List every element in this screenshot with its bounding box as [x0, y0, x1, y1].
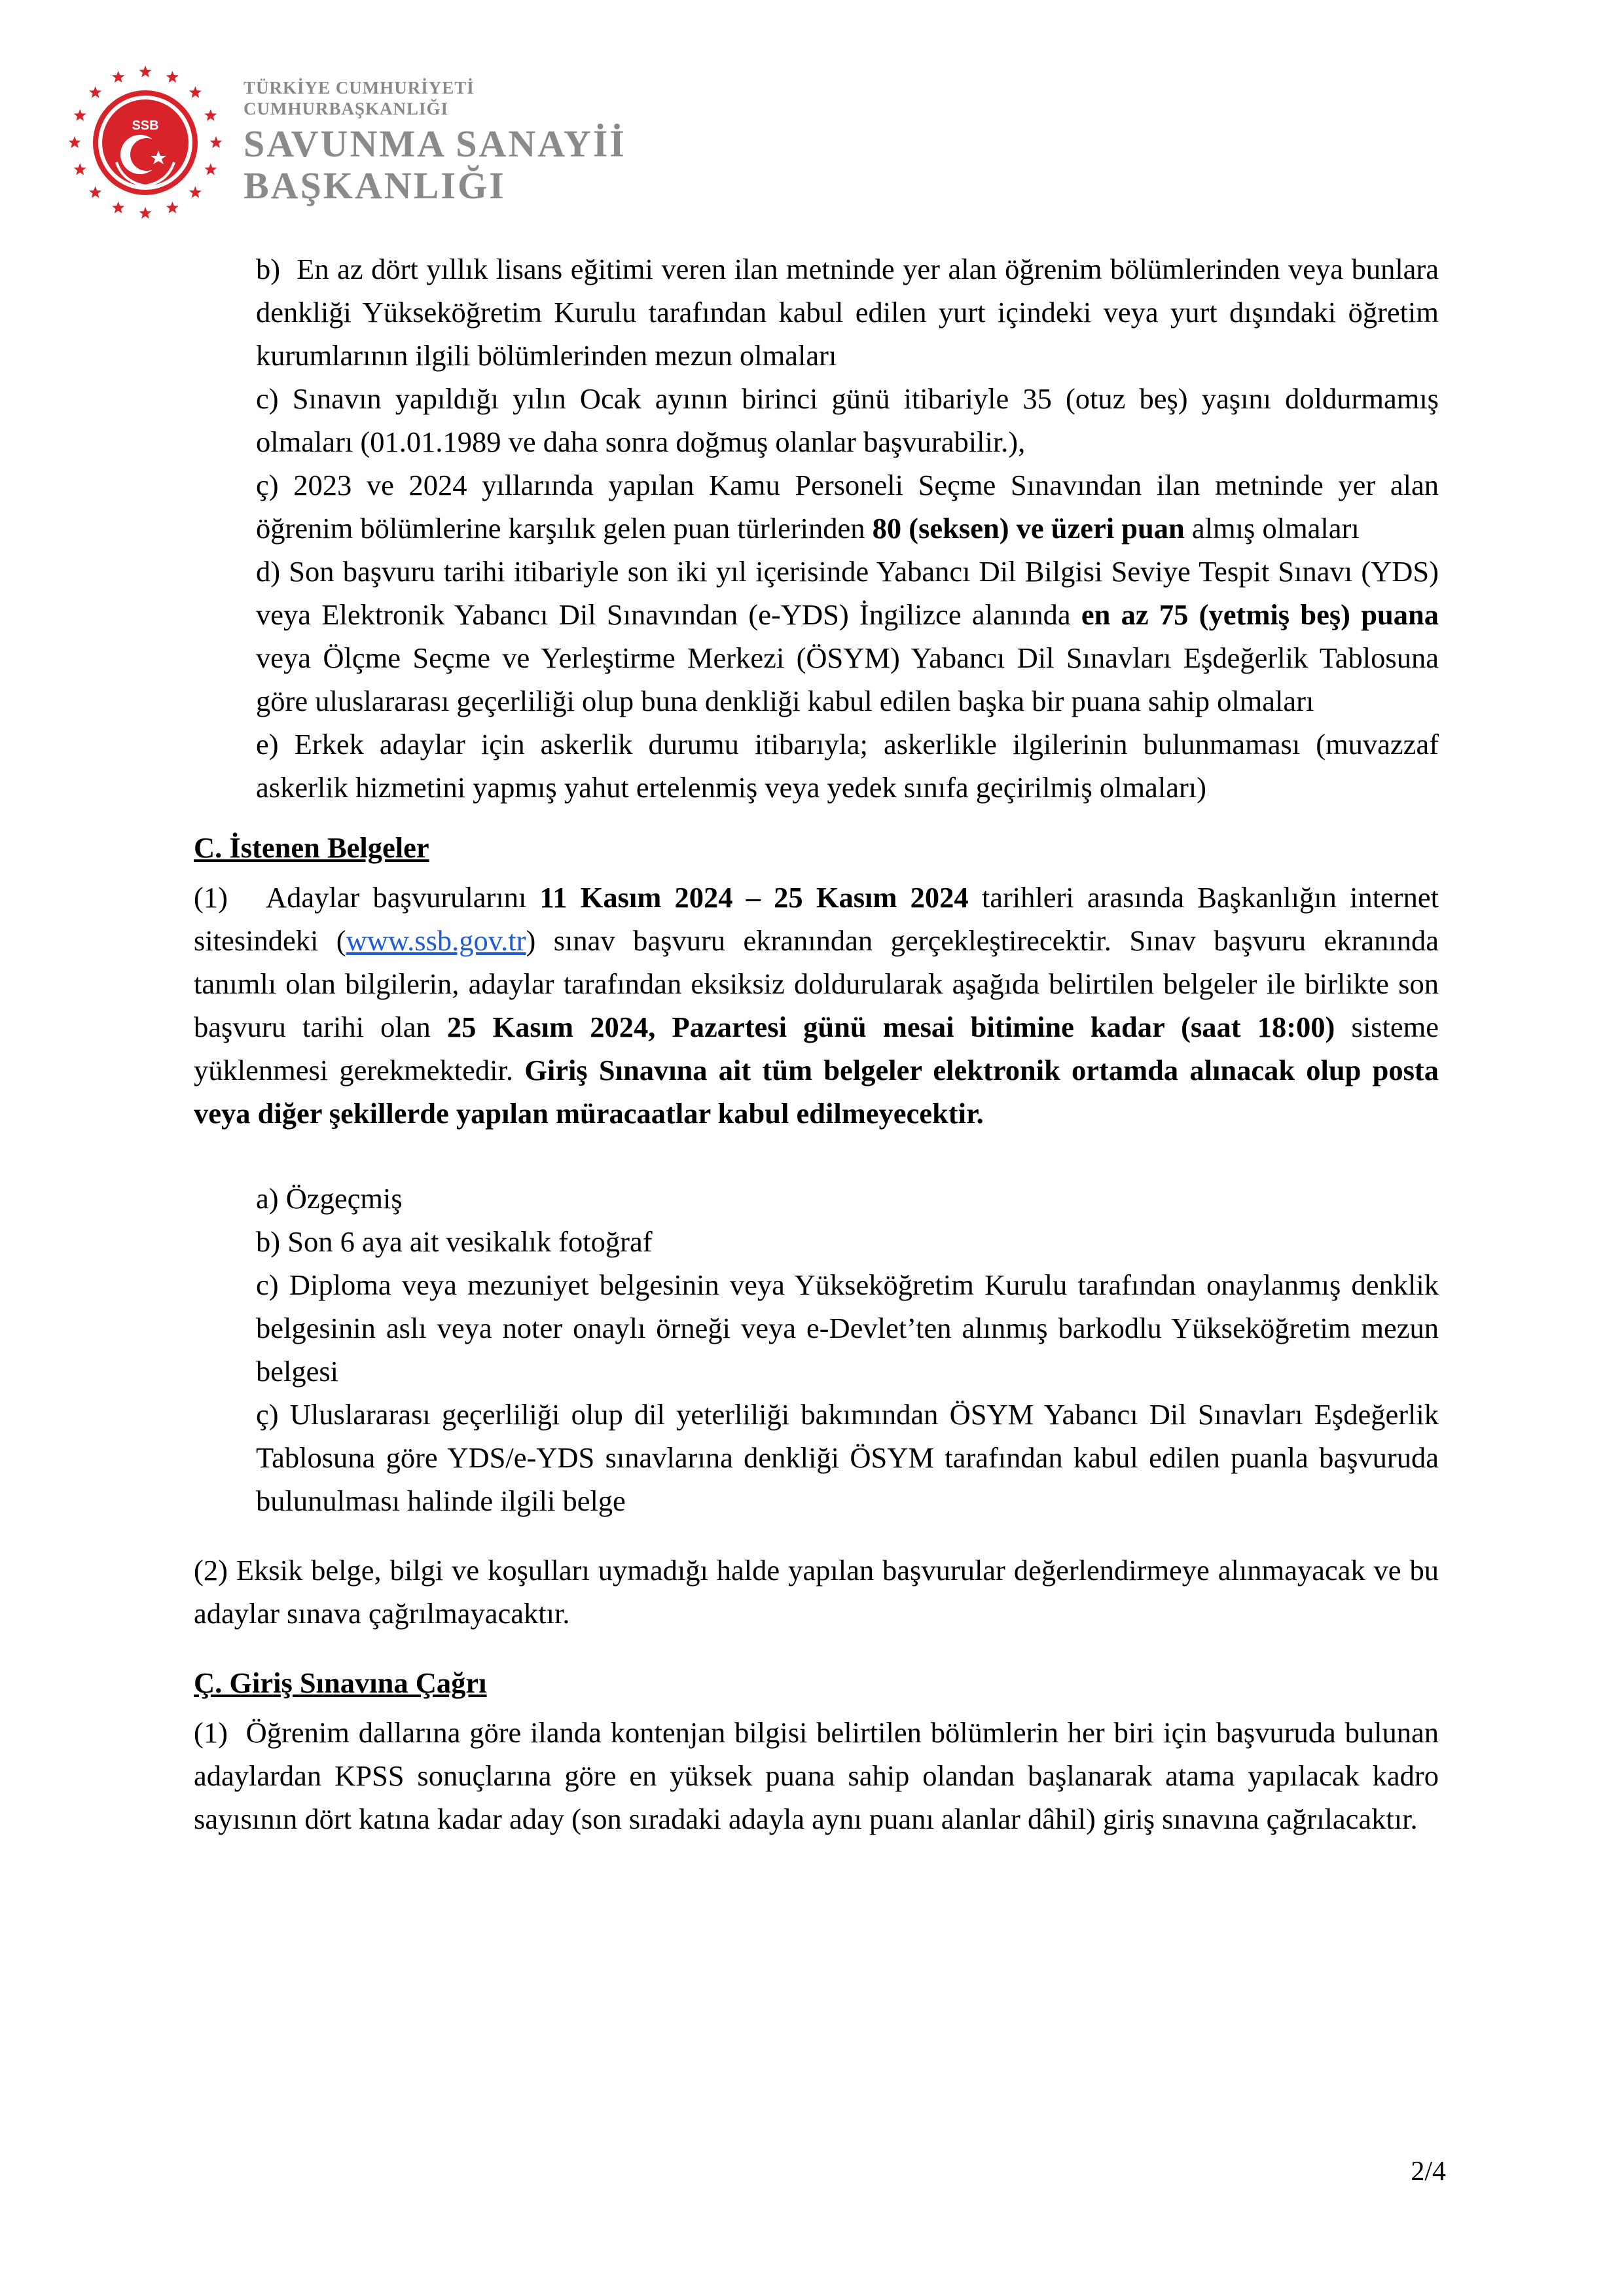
item-c: c) Sınavın yapıldığı yılın Ocak ayının birinci günü itibariyle 35 (otuz beş) yaşını doldurmamış olmaları (01.01.1989 ve daha sonra doğmuş olanlar başvurabilir.), — [256, 382, 1439, 458]
emblem-star-icon — [74, 163, 86, 175]
document-item-cc: ç) Uluslararası geçerliliği olup dil yeterliliği bakımından ÖSYM Yabancı Dil Sınavları Eşdeğerlik Tablosuna göre YDS/e-YDS sınavlarına denkliği ÖSYM tarafından kabul edilen puanla başvuruda bulunulması halinde ilgili belge — [256, 1398, 1439, 1517]
emblem-star-icon — [204, 109, 217, 121]
logo-line-1: TÜRKİYE CUMHURİYETİ — [244, 78, 475, 98]
emblem-star-icon — [139, 207, 152, 219]
emblem-star-icon — [166, 71, 179, 82]
emblem-star-icon — [189, 86, 202, 98]
section-c-paragraph-1: (1) Adaylar başvurularını 11 Kasım 2024 – 25 Kasım 2024 tarihleri arasında Başkanlığın internet sitesindeki (www.ssb.gov.tr) sınav başvuru ekranından gerçekleştirecektir. Sınav başvuru ekranında tanımlı olan bilgilerin, adaylar tarafından eksiksiz doldurularak aşağıda belirtilen belgeler ile birlikte son başvuru tarihi olan 25 Kasım 2024, Pazartesi günü mesai bitimine kadar (saat 18:00) sisteme yüklenmesi gerekmektedir. Giriş Sınavına ait tüm belgeler elektronik ortamda alınacak olup posta veya diğer şekillerde yapılan müracaatlar kabul edilmeyecektir. — [194, 881, 1439, 1130]
document-item-c: c) Diploma veya mezuniyet belgesinin veya Yükseköğretim Kurulu tarafından onaylanmış denklik belgesinin aslı veya noter onaylı örneği veya e-Devlet’ten alınmış barkodlu Yükseköğretim mezun belgesi — [256, 1268, 1439, 1388]
page-number: 2/4 — [1411, 2157, 1446, 2187]
emblem-label: SSB — [132, 118, 159, 133]
emblem-star-icon — [204, 163, 217, 175]
section-c-heading: C. İstenen Belgeler — [194, 831, 429, 864]
institution-name — [244, 77, 626, 207]
section-c-paragraph-2: (2) Eksik belge, bilgi ve koşulları uymadığı halde yapılan başvurular değerlendirmeye alınmayacak ve bu adaylar sınava çağrılmayacaktır. — [194, 1554, 1439, 1630]
emblem-star-icon — [89, 186, 101, 198]
document-item-a: a) Özgeçmiş — [256, 1182, 403, 1215]
ssb-emblem-logo — [60, 58, 230, 228]
section-cc-heading: Ç. Giriş Sınavına Çağrı — [194, 1666, 487, 1699]
emblem-star-icon — [89, 86, 101, 98]
logo-line-4: BAŞKANLIĞI — [244, 164, 506, 207]
emblem-star-icon — [166, 202, 179, 213]
emblem-icon — [60, 58, 230, 228]
emblem-star-icon — [210, 136, 223, 148]
required-documents-list — [194, 1177, 1439, 1522]
emblem-star-icon — [112, 202, 124, 213]
document-item-b: b) Son 6 aya ait vesikalık fotoğraf — [256, 1225, 653, 1258]
item-e: e) Erkek adaylar için askerlik durumu itibarıyla; askerlikle ilgilerinin bulunmaması (muvazzaf askerlik hizmetini yapmış yahut ertelenmiş veya yedek sınıfa geçirilmiş olmaları) — [256, 728, 1439, 804]
logo-line-3: SAVUNMA SANAYİİ — [244, 122, 626, 165]
emblem-star-icon — [112, 71, 124, 82]
section-cc-paragraph-1: (1) Öğrenim dallarına göre ilanda kontenjan bilgisi belirtilen bölümlerin her biri için başvuruda bulunan adaylardan KPSS sonuçlarına göre en yüksek puana sahip olandan başlanarak atama yapılacak kadro sayısının dört katına kadar aday (son sıradaki adayla aynı puanı alanlar dâhil) giriş sınavına çağrılacaktır. — [194, 1716, 1439, 1835]
ssb-website-link[interactable]: www.ssb.gov.tr — [346, 924, 526, 957]
logo-line-2: CUMHURBAŞKANLIĞI — [244, 99, 449, 118]
emblem-star-icon — [139, 65, 152, 77]
document-body — [194, 247, 1439, 1840]
emblem-star-icon — [189, 186, 202, 198]
item-cc: ç) 2023 ve 2024 yıllarında yapılan Kamu Personeli Seçme Sınavından ilan metninde yer alan öğrenim bölümlerine karşılık gelen puan türlerinden 80 (seksen) ve üzeri puan almış olmaları — [256, 469, 1439, 545]
item-d: d) Son başvuru tarihi itibariyle son iki yıl içerisinde Yabancı Dil Bilgisi Seviye Tespit Sınavı (YDS) veya Elektronik Yabancı Dil Sınavından (e-YDS) İngilizce alanında en az 75 (yetmiş beş) puana veya Ölçme Seçme ve Yerleştirme Merkezi (ÖSYM) Yabancı Dil Sınavları Eşdeğerlik Tablosuna göre uluslararası geçerliliği olup buna denkliği kabul edilen başka bir puana sahip olmaları — [256, 555, 1439, 717]
item-b: b) En az dört yıllık lisans eğitimi veren ilan metninde yer alan öğrenim bölümlerinden veya bunlara denkliği Yükseköğretim Kurulu tarafından kabul edilen yurt içindeki veya yurt dışındaki öğretim kurumlarının ilgili bölümlerinden mezun olmaları — [256, 253, 1439, 372]
emblem-star-icon — [69, 136, 81, 148]
emblem-star-icon — [74, 109, 86, 121]
